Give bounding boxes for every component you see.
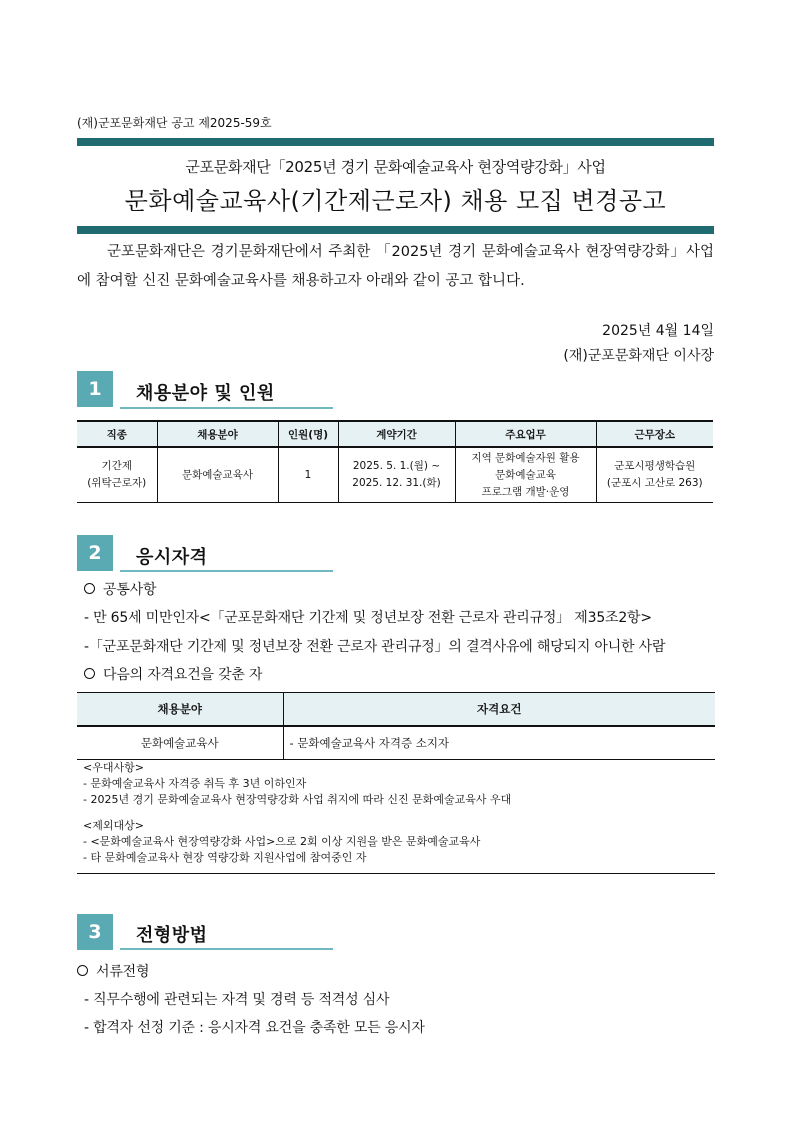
- notice-signer: (재)군포문화재단 이사장: [563, 348, 714, 364]
- field-cell: 문화예술교육사: [77, 726, 283, 760]
- period-cell: 2025. 5. 1.(월) ~ 2025. 12. 31.(화): [338, 447, 455, 503]
- list-item: - 합격자 선정 기준 : 응시자격 요건을 충족한 모든 응시자: [84, 1020, 425, 1036]
- column-header: 자격요건: [283, 693, 715, 727]
- notes-box: [77, 760, 715, 874]
- circle-bullet-icon: [84, 668, 95, 679]
- list-item: - 타 문화예술교육사 현장 역량강화 지원사업에 참여중인 자: [83, 851, 367, 864]
- qualification-heading: 다음의 자격요건을 갖춘 자: [84, 664, 262, 684]
- common-requirements-heading: 공통사항: [84, 579, 156, 599]
- section-title: 전형방법: [136, 925, 208, 946]
- title-bottom-bar: [77, 226, 714, 234]
- table-header-row: [77, 421, 713, 447]
- list-item: - 직무수행에 관련되는 자격 및 경력 등 적격성 심사: [84, 992, 390, 1008]
- notice-date: 2025년 4월 14일: [602, 323, 714, 339]
- page-subtitle: 군포문화재단「2025년 경기 문화예술교육사 현장역량강화」사업: [185, 158, 606, 176]
- column-header: 직종: [77, 421, 157, 447]
- field-cell: 문화예술교육사: [157, 447, 278, 503]
- qualification-table: [77, 692, 715, 760]
- requirement-cell: - 문화예술교육사 자격증 소지자: [283, 726, 715, 760]
- column-header: 채용분야: [157, 421, 278, 447]
- selection-heading: 서류전형: [77, 961, 149, 981]
- table-header-row: [77, 693, 715, 727]
- notice-number: (재)군포문화재단 공고 제2025-59호: [77, 116, 272, 130]
- column-header: 주요업무: [455, 421, 596, 447]
- list-item: - <문화예술교육사 현장역량강화 사업>으로 2회 이상 지원을 받은 문화예술교육사: [83, 835, 481, 848]
- circle-bullet-icon: [84, 583, 95, 594]
- section-underline: [120, 948, 333, 950]
- page-title: 문화예술교육사(기간제근로자) 채용 모집 변경공고: [124, 187, 667, 215]
- preference-heading: <우대사항>: [83, 761, 144, 774]
- list-item: -「군포문화재단 기간제 및 정년보장 전환 근로자 관리규정」의 결격사유에 해당되지 아니한 사람: [84, 639, 666, 655]
- section-title: 채용분야 및 인원: [136, 383, 275, 404]
- column-header: 근무장소: [596, 421, 713, 447]
- column-header: 채용분야: [77, 693, 283, 727]
- table-row: [77, 447, 713, 503]
- title-top-bar: [77, 138, 714, 146]
- list-item: - 만 65세 미만인자<「군포문화재단 기간제 및 정년보장 전환 근로자 관리규정」 제35조2항>: [84, 610, 652, 626]
- intro-paragraph: 군포문화재단은 경기문화재단에서 주최한 「2025년 경기 문화예술교육사 현장역량강화」사업에 참여할 신진 문화예술교육사를 채용하고자 아래와 같이 공고 합니다.: [77, 244, 714, 289]
- duties-cell: 지역 문화예술자원 활용 문화예술교육 프로그램 개발·운영: [455, 447, 596, 503]
- list-item: - 문화예술교육사 자격증 취득 후 3년 이하인자: [83, 777, 307, 790]
- list-item: - 2025년 경기 문화예술교육사 현장역량강화 사업 취지에 따라 신진 문화예술교육사 우대: [83, 793, 512, 806]
- location-cell: 군포시평생학습원 (군포시 고산로 263): [596, 447, 713, 503]
- section-number-badge: 3: [77, 914, 113, 950]
- section-title: 응시자격: [136, 547, 208, 568]
- section-underline: [120, 570, 333, 572]
- section-number-badge: 1: [77, 371, 113, 407]
- section-number-badge: 2: [77, 535, 113, 571]
- section-underline: [120, 407, 333, 409]
- column-header: 인원(명): [278, 421, 338, 447]
- count-cell: 1: [278, 447, 338, 503]
- table-row: [77, 726, 715, 760]
- job-type-cell: 기간제 (위탁근로자): [77, 447, 157, 503]
- circle-bullet-icon: [77, 965, 88, 976]
- recruitment-table: [77, 420, 713, 503]
- exclusion-heading: <제외대상>: [83, 819, 144, 832]
- column-header: 계약기간: [338, 421, 455, 447]
